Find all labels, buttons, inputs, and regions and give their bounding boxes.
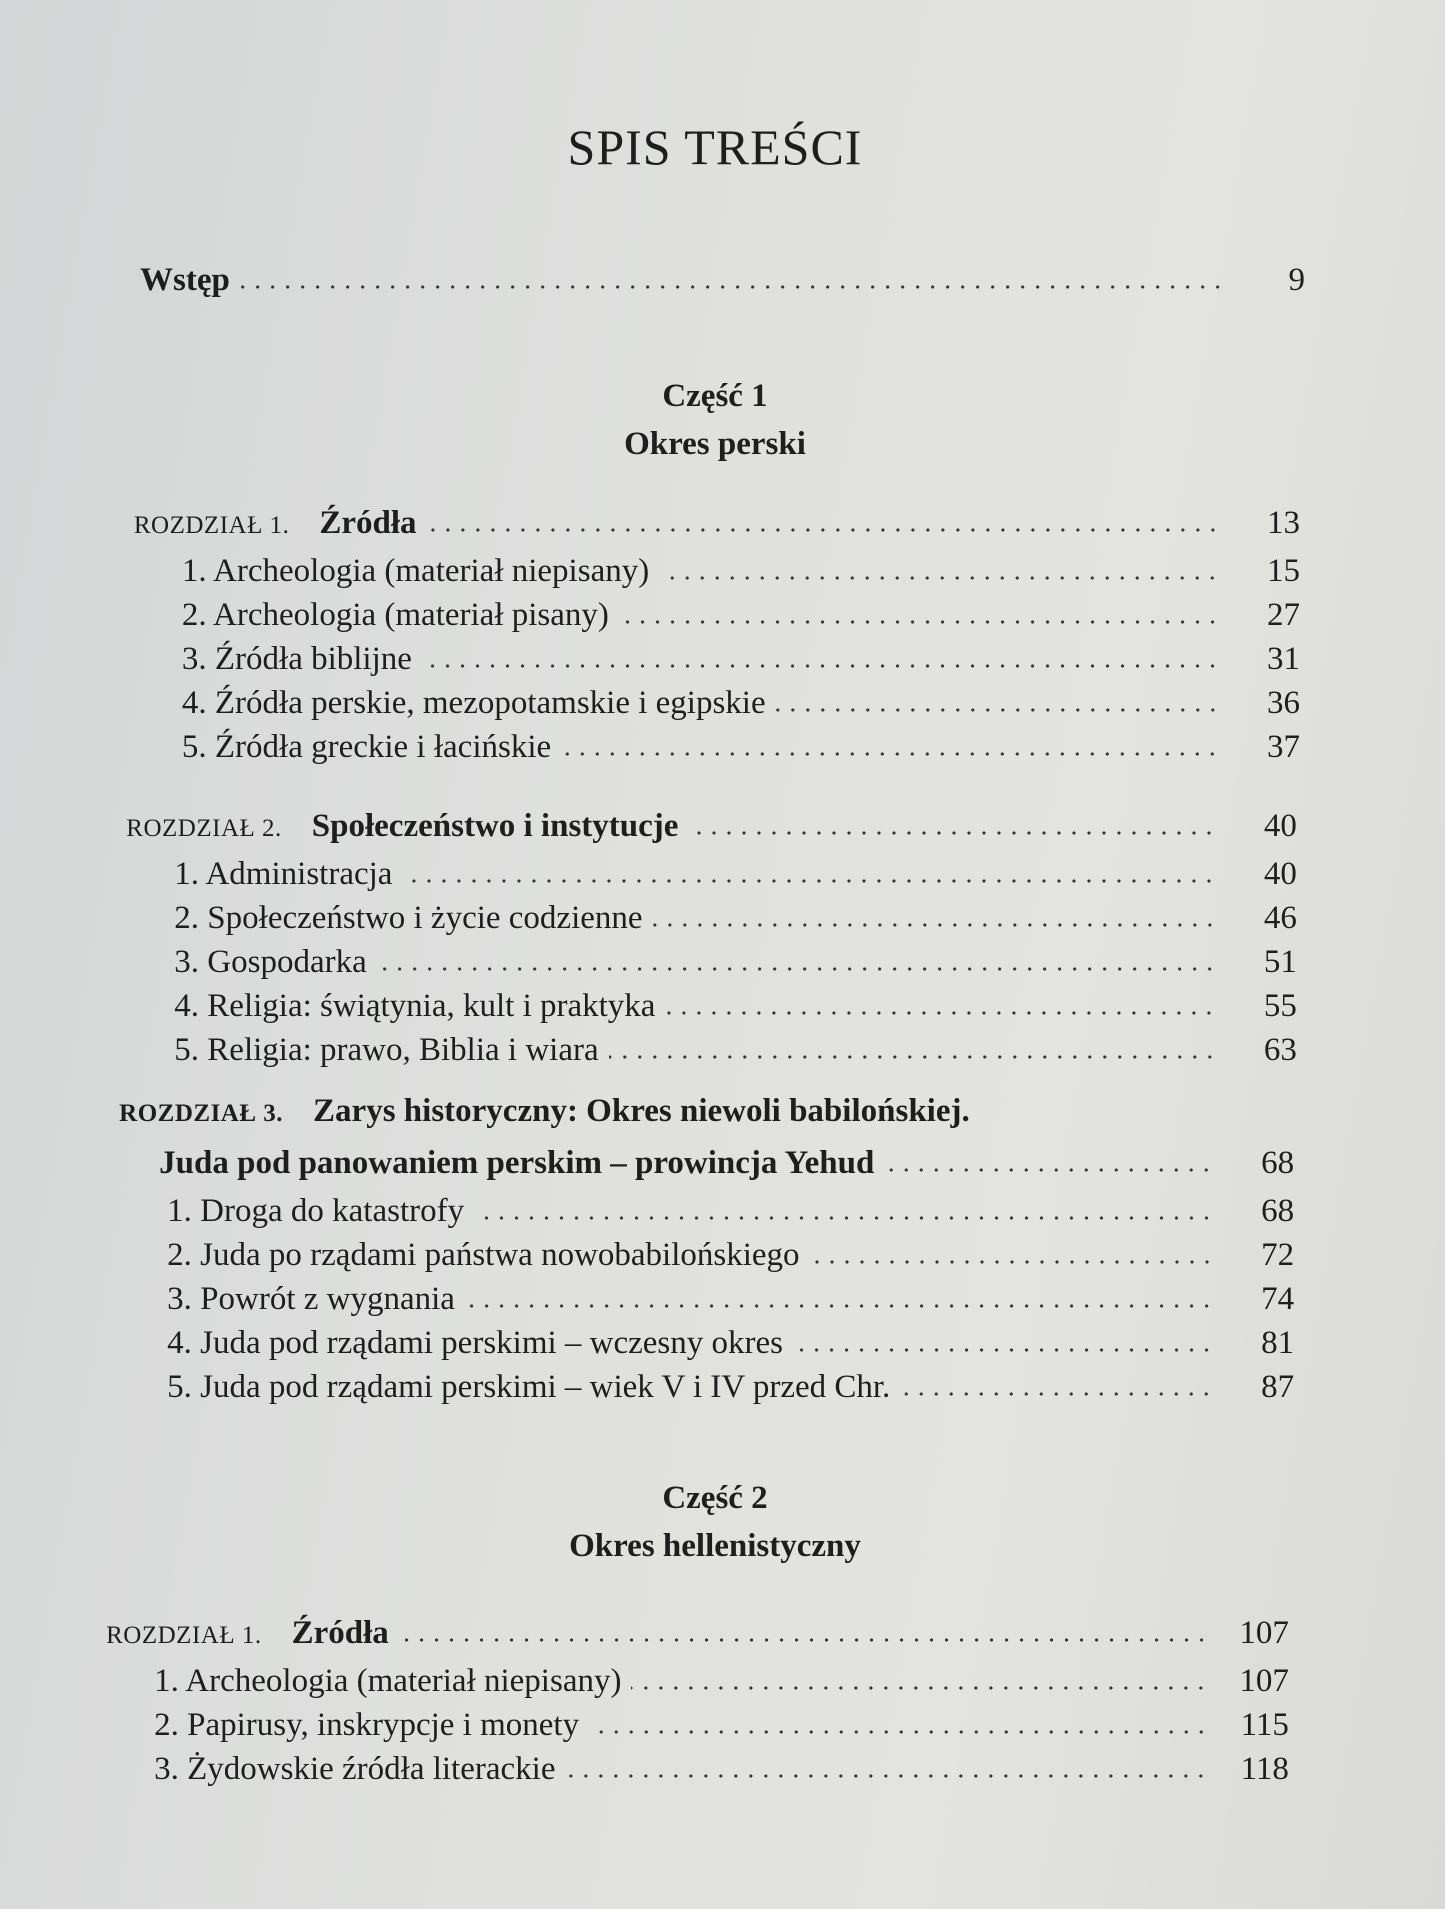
page-number: 72 — [1261, 1237, 1295, 1273]
chapter-title: Społeczeństwo i instytucje — [311, 808, 679, 844]
section-title: 1. Archeologia (materiał niepisany) — [154, 1663, 622, 1699]
section-title: 5. Juda pod rządami perskimi – wiek V i IV przed Chr. — [167, 1369, 891, 1405]
toc-chapter — [134, 505, 1300, 542]
dot-leader — [659, 575, 1220, 581]
toc-section — [174, 1032, 1297, 1069]
chapter-prefix: ROZDZIAŁ 1. — [133, 512, 290, 539]
page-number: 68 — [1261, 1193, 1295, 1229]
page-number: 81 — [1261, 1325, 1295, 1361]
part-title: Okres perski — [624, 426, 806, 462]
page-number: 51 — [1263, 944, 1297, 980]
page-number: 27 — [1266, 597, 1300, 633]
chapter-heading — [119, 1093, 970, 1130]
toc-section-label — [154, 1663, 631, 1700]
entry-title: Wstęp — [140, 262, 230, 298]
dot-leader — [793, 1347, 1214, 1353]
toc-section — [182, 597, 1300, 634]
page-number: 55 — [1263, 988, 1297, 1024]
toc-entry-intro-label — [140, 262, 240, 299]
dot-leader — [619, 619, 1220, 625]
toc-section-label — [182, 685, 776, 722]
section-title: 2. Społeczeństwo i życie codzienne — [174, 900, 643, 936]
chapter-title: Źródła — [291, 1615, 389, 1651]
toc-section — [182, 729, 1300, 766]
section-title: 3. Źródła biblijne — [181, 641, 412, 677]
dot-leader — [609, 1054, 1217, 1060]
section-title: 5. Religia: prawo, Biblia i wiara — [174, 1032, 599, 1068]
page-number: 63 — [1263, 1032, 1297, 1068]
toc-section — [182, 641, 1300, 678]
toc-chapter-label — [134, 505, 427, 542]
page-number: 40 — [1263, 808, 1297, 844]
section-title: 1. Archeologia (materiał niepisany) — [181, 553, 650, 589]
toc-section-label — [167, 1237, 809, 1274]
part-label: Część 2 — [662, 1480, 768, 1516]
toc-section-label — [154, 1751, 565, 1788]
dot-leader — [688, 830, 1216, 836]
dot-leader — [653, 922, 1217, 928]
toc-section-label — [174, 1032, 608, 1069]
page-number: 40 — [1263, 856, 1297, 892]
page-number: 31 — [1266, 641, 1300, 677]
toc-section — [167, 1193, 1294, 1230]
toc-section — [174, 988, 1297, 1025]
toc-section-label — [182, 641, 422, 678]
chapter-title: Zarys historyczny: Okres niewoli babilońskiej. — [313, 1093, 970, 1129]
section-title: 4. Juda pod rządami perskimi – wczesny okres — [167, 1325, 784, 1361]
toc-section-label — [154, 1707, 589, 1744]
section-title: 2. Juda po rządami państwa nowobabilońskiego — [167, 1237, 800, 1273]
toc-section-label — [174, 900, 652, 937]
toc-section-label — [182, 729, 561, 766]
dot-leader — [565, 1773, 1208, 1779]
dot-leader — [665, 1010, 1216, 1016]
dot-leader — [465, 1303, 1214, 1309]
section-title: 5. Źródła greckie i łacińskie — [181, 729, 552, 765]
page-number: 37 — [1266, 729, 1300, 765]
section-title: 4. Źródła perskie, mezopotamskie i egipskie — [181, 685, 766, 721]
dot-leader — [422, 663, 1220, 669]
page-number: 68 — [1261, 1145, 1295, 1181]
toc-chapter — [159, 1145, 1294, 1182]
dot-leader — [402, 878, 1216, 884]
chapter-prefix: ROZDZIAŁ 2. — [126, 815, 282, 842]
dot-leader — [377, 966, 1217, 972]
section-title: 4. Religia: świątynia, kult i praktyka — [174, 988, 656, 1024]
toc-section — [167, 1325, 1294, 1362]
page-number: 9 — [1288, 262, 1305, 298]
dot-leader — [399, 1637, 1209, 1643]
toc-section — [174, 900, 1297, 937]
dot-leader — [884, 1167, 1214, 1173]
page-number: 74 — [1261, 1281, 1295, 1317]
dot-leader — [631, 1685, 1208, 1691]
toc-section-label — [174, 988, 665, 1025]
chapter-title-continued: Juda pod panowaniem perskim – prowincja Yehud — [159, 1145, 875, 1181]
section-title: 2. Archeologia (materiał pisany) — [181, 597, 609, 633]
dot-leader — [810, 1259, 1215, 1265]
toc-section-label — [182, 597, 619, 634]
dot-leader — [900, 1391, 1214, 1397]
toc-section-label — [174, 856, 402, 893]
dot-leader — [474, 1215, 1214, 1221]
page-number: 87 — [1261, 1369, 1295, 1405]
page-title: SPIS TREŚCI — [567, 119, 863, 175]
chapter-prefix: ROZDZIAŁ 3. — [119, 1100, 284, 1127]
toc-section-label — [167, 1325, 793, 1362]
toc-section — [167, 1281, 1294, 1318]
toc-chapter-label — [106, 1615, 399, 1652]
toc-section — [174, 944, 1297, 981]
section-title: 3. Żydowskie źródła literackie — [154, 1751, 556, 1787]
toc-chapter-label — [159, 1145, 884, 1182]
part-title: Okres hellenistyczny — [569, 1528, 861, 1564]
toc-entry-intro — [140, 262, 1305, 299]
section-title: 3. Powrót z wygnania — [167, 1281, 455, 1317]
dot-leader — [427, 527, 1220, 533]
toc-section — [154, 1751, 1289, 1788]
toc-section — [182, 553, 1300, 590]
page-number: 115 — [1240, 1707, 1289, 1743]
dot-leader — [776, 707, 1220, 713]
toc-section — [174, 856, 1297, 893]
page-number: 107 — [1239, 1663, 1289, 1699]
toc-section-label — [167, 1369, 900, 1406]
toc-section-label — [182, 553, 659, 590]
toc-section — [167, 1369, 1294, 1406]
toc-section-label — [167, 1281, 465, 1318]
toc-section-label — [167, 1193, 474, 1230]
toc-chapter — [126, 808, 1297, 845]
toc-section — [167, 1237, 1294, 1274]
toc-chapter-label — [126, 808, 688, 845]
toc-section — [154, 1707, 1289, 1744]
page-number: 107 — [1239, 1615, 1289, 1651]
toc-chapter — [106, 1615, 1289, 1652]
page-number: 46 — [1263, 900, 1297, 936]
section-title: 2. Papirusy, inskrypcje i monety — [154, 1707, 580, 1743]
page-number: 15 — [1266, 553, 1300, 589]
chapter-title: Źródła — [319, 505, 417, 541]
page-number: 36 — [1266, 685, 1300, 721]
dot-leader — [561, 751, 1220, 757]
page-number: 118 — [1240, 1751, 1289, 1787]
part-label: Część 1 — [662, 378, 768, 414]
section-title: 1. Droga do katastrofy — [167, 1193, 465, 1229]
page-number: 13 — [1266, 505, 1300, 541]
chapter-prefix: ROZDZIAŁ 1. — [106, 1622, 262, 1649]
toc-section — [182, 685, 1300, 722]
toc-section — [154, 1663, 1289, 1700]
section-title: 3. Gospodarka — [174, 944, 367, 980]
dot-leader — [589, 1729, 1209, 1735]
toc-section-label — [174, 944, 376, 981]
section-title: 1. Administracja — [174, 856, 393, 892]
dot-leader — [240, 284, 1225, 290]
